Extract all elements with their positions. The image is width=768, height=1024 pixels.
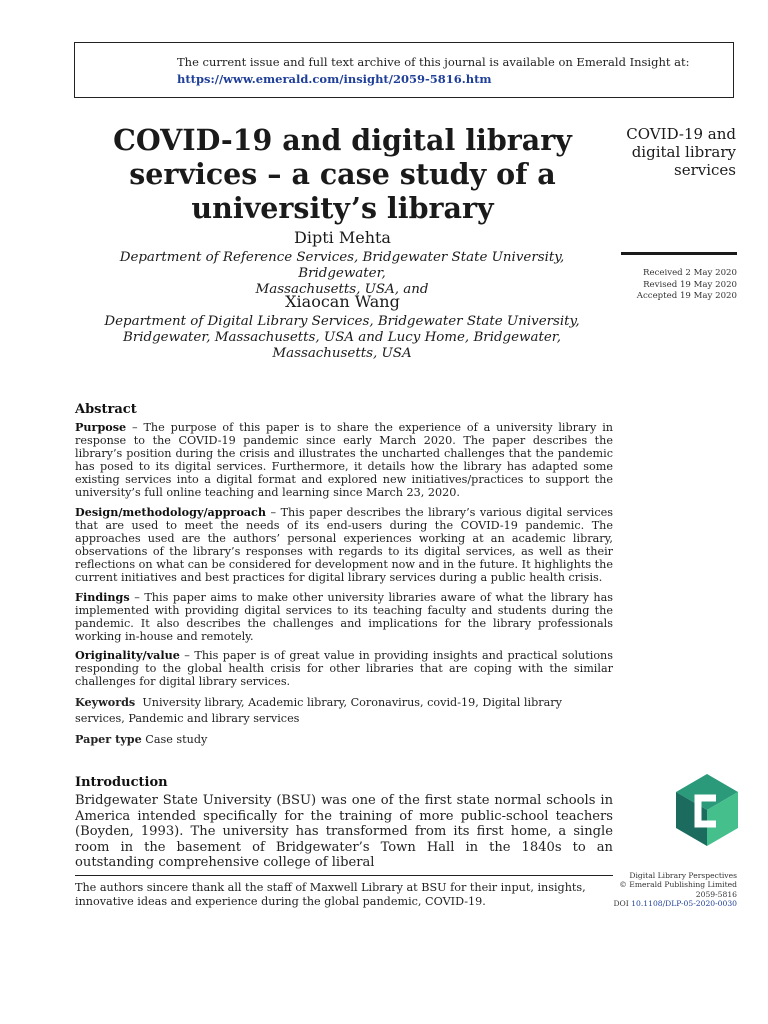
article-dates (610, 268, 737, 303)
journal-notice-box (74, 42, 734, 98)
introduction-heading: Introduction (75, 775, 168, 790)
journal-archive-link[interactable]: https://www.emerald.com/insight/2059-5816.htm (177, 72, 492, 86)
abstract-findings: Findings – This paper aims to make other university libraries aware of what the library has implemented with providing digital services to its teaching faculty and students during the pandemic. It also describes the challenges and implications for the library professionals working in-house and remotely. (75, 590, 613, 644)
acknowledgement-footnote: The authors sincere thank all the staff of Maxwell Library at BSU for their input, insights, innovative ideas and experience during the global pandemic, COVID-19. (75, 881, 586, 908)
running-head: COVID-19 and digital library services (626, 125, 736, 179)
doi: DOI 10.1108/DLP-05-2020-0030 (613, 898, 737, 908)
footnote-rule (75, 875, 613, 876)
title-line: services – a case study of a (129, 157, 556, 191)
issn: 2059-5816 (695, 889, 737, 899)
keywords-label: Keywords (75, 695, 136, 709)
abstract-purpose: Purpose – The purpose of this paper is to share the experience of a university library in response to the COVID-19 pandemic since early March 2020. The paper describes the library’s position during the crisis and illustrates the uncharted challenges that the pandemic has posed to its digital services. Furthermore, it details how the library has adapted some existing services into a digital format and explored new initiatives/practices to support the university’s full online teaching and learning since March 23, 2020. (75, 420, 613, 500)
notice-text: The current issue and full text archive of this journal is available on Emerald Insight at: (177, 55, 690, 69)
doi-link[interactable]: 10.1108/DLP-05-2020-0030 (631, 898, 737, 908)
accepted-date: Accepted 19 May 2020 (636, 291, 737, 301)
author-affiliation: Department of Digital Library Services, Bridgewater State University, Bridgewater, Massachusetts, USA and Lucy Home, Bridgewater, Massachusetts, USA (104, 314, 580, 361)
revised-date: Revised 19 May 2020 (643, 279, 737, 290)
author-name: Xiaocan Wang (285, 292, 400, 311)
paper-type: Paper type Case study (75, 732, 208, 746)
journal-name: Digital Library Perspectives (629, 871, 737, 880)
paper-type-label: Paper type (75, 732, 142, 746)
abstract-heading: Abstract (75, 402, 137, 417)
abstract-originality: Originality/value – This paper is of great value in providing insights and practical solutions responding to the global health crisis for other libraries that are coping with the similar challenges for digital library services. (75, 648, 613, 689)
received-date: Received 2 May 2020 (643, 268, 737, 278)
running-head-rule (621, 252, 737, 255)
publication-info (610, 871, 737, 908)
keywords: Keywords University library, Academic library, Coronavirus, covid-19, Digital library services, Pandemic and library services (75, 695, 562, 725)
author-affiliation: Department of Reference Services, Bridgewater State University, Bridgewater, Massachusetts, USA, and (119, 250, 565, 297)
title-line: university’s library (191, 191, 494, 225)
publisher: © Emerald Publishing Limited (619, 880, 737, 890)
design-label: Design/methodology/approach (75, 505, 266, 519)
author-name: Dipti Mehta (294, 228, 391, 247)
purpose-label: Purpose (75, 420, 127, 434)
title-line: COVID-19 and digital library (113, 123, 572, 157)
introduction-text: Bridgewater State University (BSU) was one of the first state normal schools in America intended specifically for the training of more public-school teachers (Boyden, 1993). The university has transformed from its first home, a single room in the basement of Bridgewater’s Town Hall in the 1840s to an outstanding comprehensive college of liberal (75, 793, 613, 871)
abstract-design: Design/methodology/approach – This paper describes the library’s various digital services that are used to meet the needs of its end-users during the COVID-19 pandemic. The approaches used are the authors’ personal experiences working at an academic library, observations of the library’s responses with regards to its digital services, as well as their reflections on what can be considered for development now and in the future. It highlights the current initiatives and best practices for digital library services during a public health crisis. (75, 505, 613, 585)
article-title (110, 123, 575, 225)
emerald-logo-icon (676, 774, 738, 846)
originality-label: Originality/value (75, 648, 180, 662)
findings-label: Findings (75, 590, 130, 604)
